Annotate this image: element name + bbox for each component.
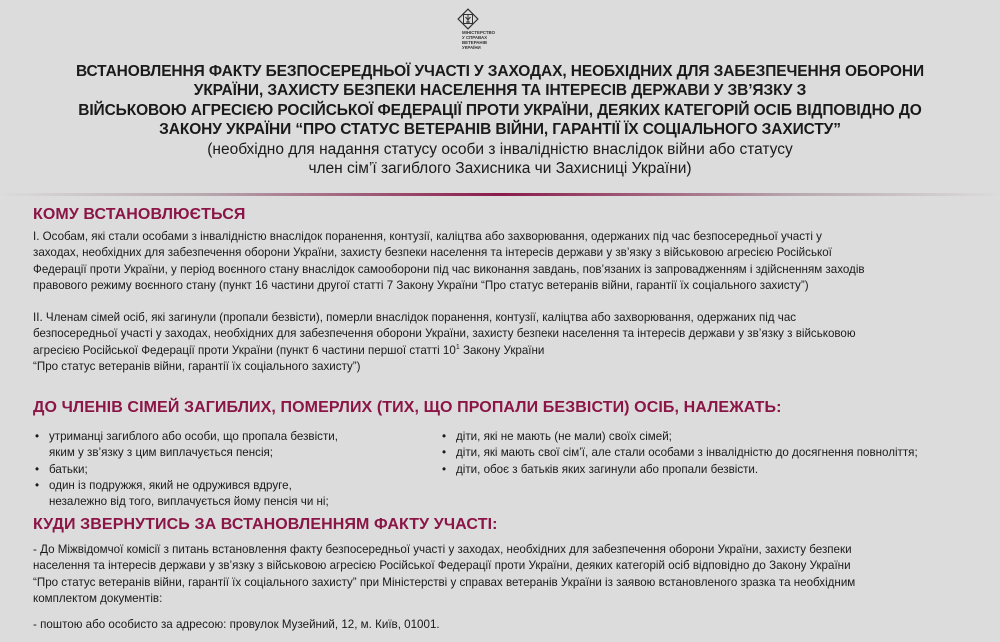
list-item: • один із подружжя, який не одружився вдруге, (33, 478, 338, 494)
ministry-emblem-icon (457, 8, 479, 30)
list-item-continuation: яким у зв’язку з цим виплачується пенсія; (49, 446, 274, 460)
list-left (33, 429, 338, 510)
superscript: 1 (455, 343, 460, 351)
section-heading-where-to-apply: КУДИ ЗВЕРНУТИСЬ ЗА ВСТАНОВЛЕННЯМ ФАКТУ УЧАСТІ: (33, 516, 498, 533)
section-heading-who: КОМУ ВСТАНОВЛЮЄТЬСЯ (33, 206, 246, 223)
paragraph-category-one (33, 229, 978, 294)
list-item: • діти, обоє з батьків яких загинули або пропали безвісти. (440, 462, 918, 478)
subtitle-line: (необхідно для надання статусу особи з інвалідністю внаслідок війни або статусу (207, 140, 793, 158)
text-line: комплектом документів: (33, 591, 163, 605)
text-line: “Про статус ветеранів війни, гарантії їх соціального захисту”) (33, 359, 361, 373)
paragraph-where-to-apply (33, 542, 978, 607)
list-right (440, 429, 918, 478)
title-line: ВСТАНОВЛЕННЯ ФАКТУ БЕЗПОСЕРЕДНЬОЇ УЧАСТІ У ЗАХОДАХ, НЕОБХІДНИХ ДЛЯ ЗАБЕЗПЕЧЕННЯ ОБОРОНИ (75, 63, 925, 80)
text-line: I. Особам, які стали особами з інвалідністю внаслідок поранення, контузії, каліцтва або захворювання, одержаних під час безпосередньої участі у (33, 230, 822, 243)
list-item: • діти, які мають свої сім’ї, але стали особами з інвалідністю до досягнення повноліття; (440, 445, 918, 461)
text-line: Федерації проти України, у період воєнного стану внаслідок самооборони під час виконання завдань, пов’язаних із запровадженням і здійсненням заходів (33, 262, 865, 276)
title-line: УКРАЇНИ, ЗАХИСТУ БЕЗПЕКИ НАСЕЛЕННЯ ТА ІНТЕРЕСІВ ДЕРЖАВИ У ЗВ’ЯЗКУ З (193, 82, 807, 100)
text-line: безпосередньої участі у заходах, необхідних для забезпечення оборони України, захисту безпеки населення та інтересів держави у зв’язку з військовою (33, 327, 856, 341)
list-item-continuation: незалежно від того, виплачується йому пенсія чи ні; (49, 495, 329, 509)
paragraph-address (33, 617, 978, 633)
text-fragment: агресією Російської Федерації проти України (пункт 6 частини першої статті 10 (33, 343, 456, 357)
text-line: заходах, необхідних для забезпечення оборони України, захисту безпеки населення та інтересів держави у зв’язку з військовою агресією Російської (33, 246, 832, 260)
text-line: - До Міжвідомчої комісії з питань встановлення факту безпосередньої участі у заходах, необхідних для забезпечення оборони України, захисту безпеки (33, 543, 852, 556)
page-title (20, 62, 980, 178)
title-line: ВІЙСЬКОВОЮ АГРЕСІЄЮ РОСІЙСЬКОЇ ФЕДЕРАЦІЇ ПРОТИ УКРАЇНИ, ДЕЯКИХ КАТЕГОРІЙ ОСІБ ВІДПОВІДНО ДО (78, 101, 922, 119)
text-line: “Про статус ветеранів війни, гарантії їх соціального захисту” при Міністерстві у справах ветеранів України із заявою встановленого зразка та необхідним (33, 575, 856, 589)
list-item: • батьки; (33, 462, 338, 478)
title-line: ЗАКОНУ УКРАЇНИ “ПРО СТАТУС ВЕТЕРАНІВ ВІЙНИ, ГАРАНТІЇ ЇХ СОЦІАЛЬНОГО ЗАХИСТУ” (159, 121, 841, 139)
address-line: - поштою або особисто за адресою: провулок Музейний, 12, м. Київ, 01001. (33, 618, 440, 631)
text-line (33, 343, 978, 359)
logo-text: МІНІСТЕРСТВО У СПРАВАХ ВЕТЕРАНІВ УКРАЇНИ (462, 30, 495, 50)
text-line: II. Членам сімей осіб, які загинули (пропали безвісти), померли внаслідок поранення, контузії, каліцтва або захворювання, одержаних під час (33, 311, 797, 324)
text-line: населення та інтересів держави у зв’язку з військовою агресією Російської Федерації проти України, деяких категорій осіб відповідно до Закону України (33, 559, 851, 573)
paragraph-category-two (33, 310, 978, 375)
text-line: правового режиму воєнного стану (пункт 16 частини другої статті 7 Закону України “Про статус ветеранів війни, гарантії їх соціального захисту”) (33, 278, 809, 292)
section-heading-family-members: ДО ЧЛЕНІВ СІМЕЙ ЗАГИБЛИХ, ПОМЕРЛИХ (ТИХ, ЩО ПРОПАЛИ БЕЗВІСТИ) ОСІБ, НАЛЕЖАТЬ: (33, 399, 782, 416)
ministry-logo (448, 8, 495, 66)
section-divider (0, 193, 1000, 196)
text-fragment: Закону України (459, 343, 545, 357)
list-item: • утриманці загиблого або особи, що пропала безвісти, (33, 429, 338, 445)
list-item: • діти, які не мають (не мали) своїх сімей; (440, 429, 918, 445)
subtitle-line: член сім’ї загиблого Захисника чи Захисниці України) (308, 160, 692, 178)
